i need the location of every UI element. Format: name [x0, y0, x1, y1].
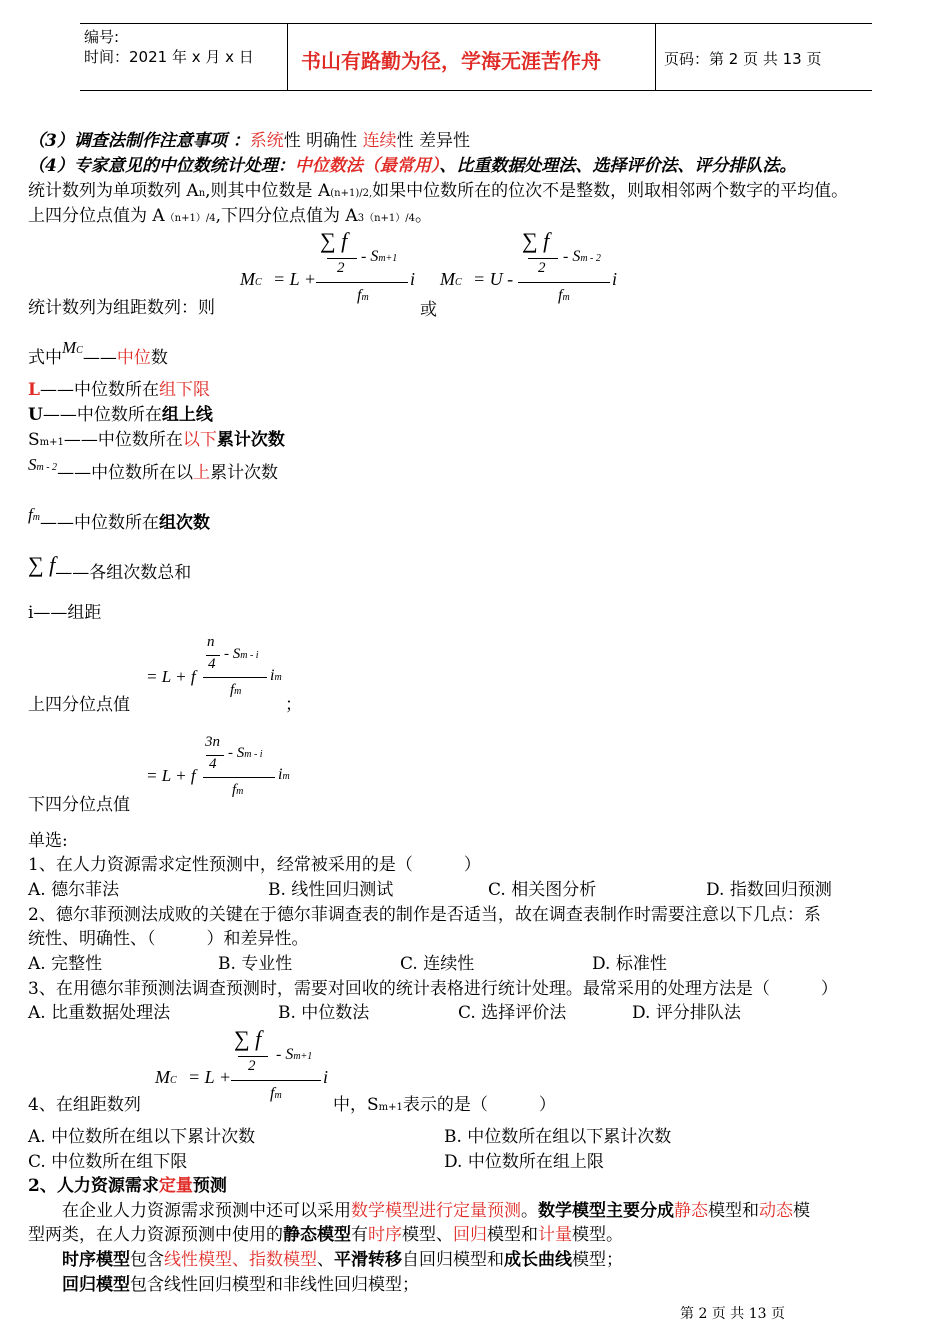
section3-line: （3）调查法制作注意事项 ：系统性 明确性 连续性 差异性 [28, 131, 470, 151]
q1-option-c[interactable]: C. 相关图分析 [488, 880, 597, 900]
q2-option-b[interactable]: B. 专业性 [218, 954, 293, 974]
def-sm1: Sm+1——中位数所在以下累计次数 [28, 430, 285, 450]
para1-line2: 上四分位点值为 A（n+1）/4,下四分位点值为 A3（n+1）/4。 [28, 206, 432, 226]
section4-line: （4）专家意见的中位数统计处理：中位数法（最常用）、比重数据处理法、选择评价法、评分排队法。 [28, 156, 797, 176]
q4-stem-b: 中，Sm+1表示的是（ ） [333, 1095, 556, 1115]
q3-option-a[interactable]: A. 比重数据处理法 [28, 1003, 171, 1023]
q3-option-d[interactable]: D. 评分排队法 [632, 1003, 741, 1023]
q3-option-c[interactable]: C. 选择评价法 [458, 1003, 567, 1023]
q2-stem-line1: 2、德尔菲预测法成败的关键在于德尔菲调查表的制作是否适当，故在调查表制作时需要注意以下几点：系 [28, 905, 821, 925]
q2-option-c[interactable]: C. 连续性 [400, 954, 475, 974]
header-divider-left [287, 23, 288, 90]
para1-line1: 统计数列为单项数列 An,则其中位数是 A(n+1)/2,如果中位数所在的位次不是整数，则取相邻两个数字的平均值。 [28, 181, 849, 201]
section2-para3: 回归模型包含线性回归模型和非线性回归模型； [62, 1275, 419, 1295]
q4-option-b[interactable]: B. 中位数所在组以下累计次数 [444, 1127, 672, 1147]
section2-para1-line1: 在企业人力资源需求预测中还可以采用数学模型进行定量预测。数学模型主要分成静态模型和动态模 [62, 1201, 810, 1221]
formula-intro: 统计数列为组距数列：则 [28, 298, 215, 318]
def-i: i——组距 [28, 603, 102, 623]
q1-option-a[interactable]: A. 德尔菲法 [28, 880, 120, 900]
header-bottom-rule [80, 90, 872, 91]
q2-option-a[interactable]: A. 完整性 [28, 954, 103, 974]
section2-para1-line2: 型两类，在人力资源预测中使用的静态模型有时序模型、回归模型和计量模型。 [28, 1225, 623, 1245]
formula-or: 或 [420, 300, 437, 320]
section2-title: 2、人力资源需求定量预测 [28, 1176, 227, 1196]
q4-option-c[interactable]: C. 中位数所在组下限 [28, 1152, 188, 1172]
q2-option-d[interactable]: D. 标准性 [592, 954, 667, 974]
q3-option-b[interactable]: B. 中位数法 [278, 1003, 370, 1023]
header-top-rule [80, 23, 872, 24]
q3-stem: 3、在用德尔菲预测法调查预测时，需要对回收的统计表格进行统计处理。最常采用的处理方法是（ ） [28, 979, 838, 999]
def-sm2: Sm - 2——中位数所在以上累计次数 [28, 455, 279, 483]
q4-option-d[interactable]: D. 中位数所在组上限 [444, 1152, 604, 1172]
header-divider-right [655, 23, 656, 90]
header-time: 时间：2021 年 x 月 x 日 [84, 48, 254, 66]
q1-option-b[interactable]: B. 线性回归测试 [268, 880, 394, 900]
def-u: U——中位数所在组上线 [28, 405, 213, 425]
def-sumf: ∑ f——各组次数总和 [28, 552, 192, 583]
footer-page-number: 第 2 页 共 13 页 [680, 1306, 785, 1322]
header-motto: 书山有路勤为径，学海无涯苦作舟 [301, 49, 601, 73]
section2-para2: 时序模型包含线性模型、指数模型、平滑转移自回归模型和成长曲线模型； [62, 1250, 623, 1270]
def-fm: fm——中位数所在组次数 [28, 505, 210, 533]
header-page-info: 页码：第 2 页 共 13 页 [664, 50, 822, 68]
q2-stem-line2: 统性、明确性、（ ）和差异性。 [28, 929, 309, 949]
q4-option-a[interactable]: A. 中位数所在组以下累计次数 [28, 1127, 256, 1147]
header-serial: 编号: [84, 28, 120, 46]
q4-stem-a: 4、在组距数列 [28, 1095, 141, 1115]
questions-heading: 单选: [28, 831, 68, 851]
q1-option-d[interactable]: D. 指数回归预测 [706, 880, 832, 900]
q1-stem: 1、在人力资源需求定性预测中，经常被采用的是（ ） [28, 855, 481, 875]
def-mc: 式中MC——中位数 [28, 338, 168, 368]
def-l: L——中位数所在组下限 [28, 380, 210, 400]
